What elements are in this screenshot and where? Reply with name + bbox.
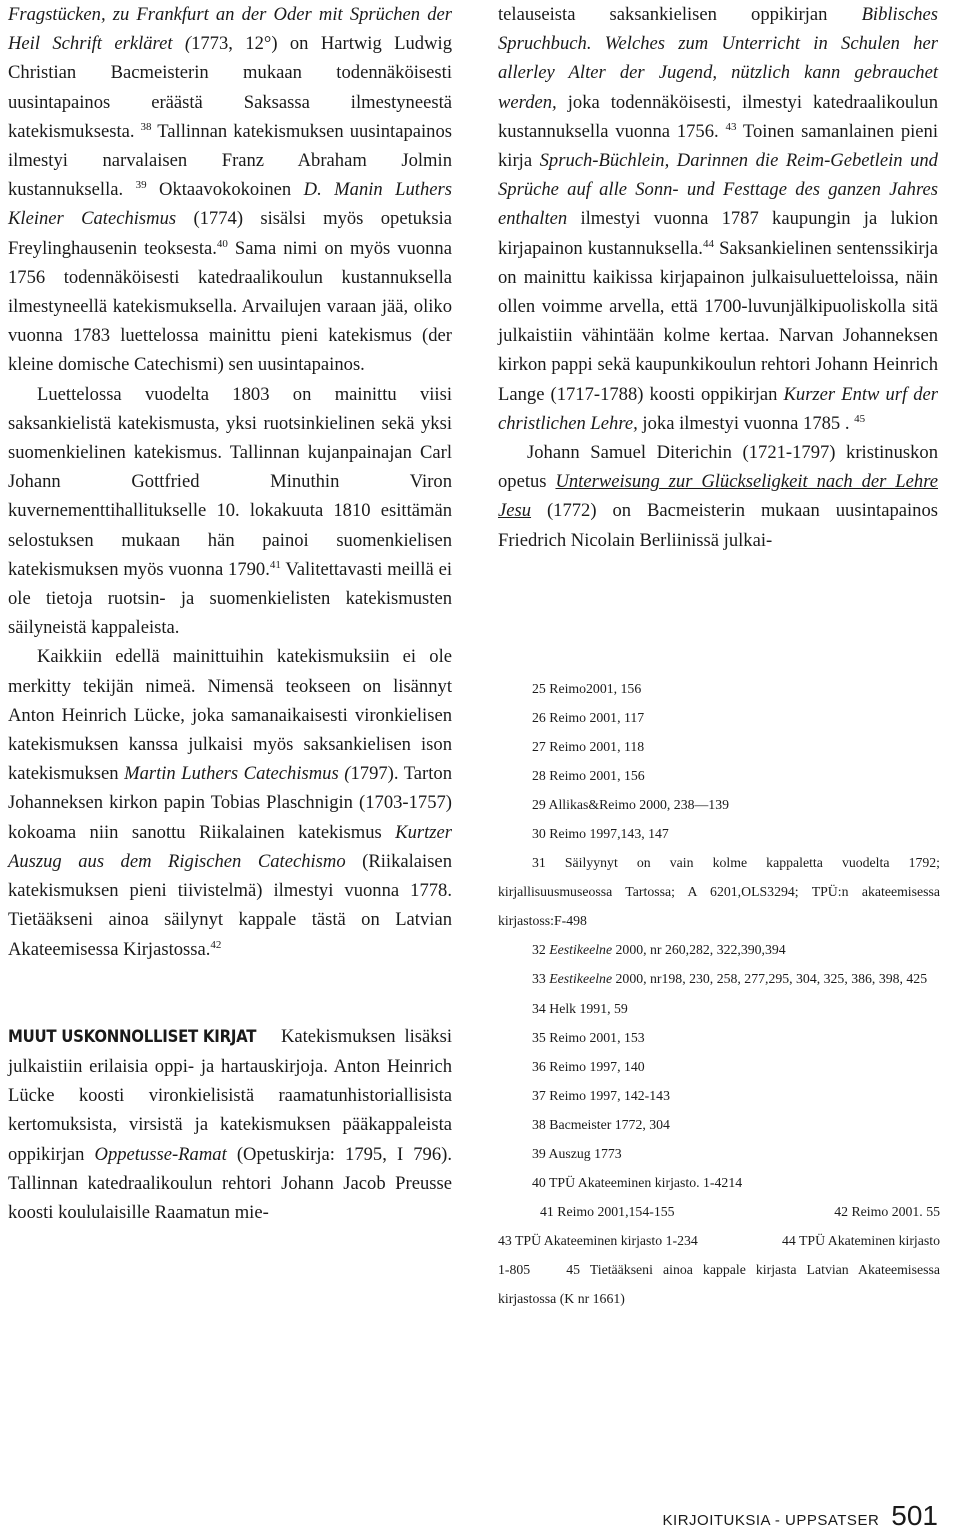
footnote-28: 28 Reimo 2001, 156 xyxy=(532,768,645,784)
footnote-ref-42: 42 xyxy=(210,938,222,951)
page-footer xyxy=(663,1500,938,1532)
running-footer-label: KIRJOITUKSIA - UPPSATSER xyxy=(662,1512,880,1529)
paragraph-6: Johann Samuel Diterichin (1721-1797) kristinuskon opetus Unterweisung zur Glückseligkeit nach der Lehre Jesu (1772) on Bacmeisterin mukaan uusintapainos Friedrich Nicolain Berliinissä julkai- xyxy=(498,442,938,551)
right-column xyxy=(498,0,938,555)
footnote-44: 44 TPÜ Akateminen kirjasto xyxy=(781,1232,940,1248)
book-title: Fragstücken, zu Frankfurt an der Oder mit Sprüchen der Heil Schrift erkläret ( xyxy=(8,4,452,55)
footnote-row-44-45: 1-805 45 Tietääkseni ainoa kappale kirjasta Latvian Akateemisessa kirjastossa (K nr 1661) xyxy=(498,1261,940,1306)
footnote-41: 41 Reimo 2001,154-155 xyxy=(540,1203,675,1219)
footnote-row-41-42 xyxy=(498,1197,940,1226)
paragraph-1: Fragstücken, zu Frankfurt an der Oder mit Sprüchen der Heil Schrift erkläret (1773, 12°) on Hartwig Ludwig Christian Bacmeisterin mukaan todennäköisesti uusintapainos eräästä Saksassa ilmestyneestä katekismuksesta. $^{38}$ Tallinnan katekismuksen uusintapainos ilmestyi narvalaisen Franz Abraham Jolmin kustannuksella. $^{39}$ Oktaavokokoinen D. Manin Luthers Kleiner Catechismus (1774) sisälsi myös opetuksia Freylinghausenin teoksesta.$^{40}$ Sama nimi on myös vuonna 1756 todennäköisesti katedraalikoulun kustannuksella ilmestyneellä katekismuksella. Arvailujen varaan jää, oliko vuonna 1783 luettelossa mainittu pieni katekismus (der kleine domische Catechismi) sen uusintapainos. xyxy=(8,4,452,376)
footnote-ref-40: 40 xyxy=(216,237,228,250)
footnote-36: 36 Reimo 1997, 140 xyxy=(532,1058,645,1074)
footnote-ref-45: 45 xyxy=(854,412,866,425)
footnotes-list xyxy=(498,674,940,1313)
footnote-26: 26 Reimo 2001, 117 xyxy=(532,710,645,726)
book-title-underlined: Unterweisung zur Glückseligkeit nach der Lehre Jesu xyxy=(498,471,938,522)
footnote-29: 29 Allikas&Reimo 2000, 238—139 xyxy=(532,797,729,813)
footnote-27: 27 Reimo 2001, 118 xyxy=(532,739,645,755)
footnote-25: 25 Reimo2001, 156 xyxy=(532,681,642,696)
footnote-43: 43 TPÜ Akateeminen kirjasto 1-234 xyxy=(498,1232,698,1248)
footnote-45: 45 Tietääkseni ainoa kappale kirjasta Latvian Akateemisessa kirjastossa (K nr 1661) xyxy=(498,1261,940,1306)
footnote-ref-41: 41 xyxy=(269,558,281,571)
footnote-32: 32 Eestikeelne 2000, nr 260,282, 322,390,394 xyxy=(532,942,786,958)
footnote-37: 37 Reimo 1997, 142-143 xyxy=(532,1087,670,1103)
book-title: Martin Luthers Catechismus ( xyxy=(124,763,351,785)
footnote-39: 39 Auszug 1773 xyxy=(532,1145,622,1161)
footnote-ref-44: 44 xyxy=(702,237,714,250)
book-title: Oppetusse-Ramat xyxy=(94,1143,227,1165)
book-title: Kurtzer Auszug aus dem Rigischen Catechismo xyxy=(8,821,452,872)
footnote-33: 33 Eestikeelne 2000, nr198, 230, 258, 277,295, 304, 325, 386, 398, 425 xyxy=(532,971,928,987)
footnote-34: 34 Helk 1991, 59 xyxy=(532,1000,628,1016)
book-title: D. Manin Luthers Kleiner Catechismus xyxy=(8,179,452,230)
footnote-42: 42 Reimo 2001. 55 xyxy=(834,1203,940,1219)
left-body-text xyxy=(8,0,452,1227)
footnote-ref-39: 39 xyxy=(135,179,147,192)
section-heading: MUUT USKONNOLLISET KIRJAT xyxy=(8,1026,257,1047)
left-column xyxy=(8,0,452,1227)
right-body-text xyxy=(498,0,938,555)
book-title: Biblisches Spruchbuch. Welches zum Unterricht in Schulen her allerley Alter der Jugend, nützlich kann gebrauchet werden, xyxy=(498,4,938,113)
footnote-38: 38 Bacmeister 1772, 304 xyxy=(532,1116,670,1132)
book-title: Kurzer Entw urf der christlichen Lehre, xyxy=(498,383,939,434)
page-number: 501 xyxy=(891,1500,938,1531)
paragraph-3: Kaikkiin edellä mainittuihin katekismuksiin ei ole merkitty tekijän nimeä. Nimensä teokseen on lisännyt Anton Heinrich Lücke, joka samanaikaisesti vironkielisen katekismuksen kanssa julkaisi myös saksankielisen ison katekismuksen Martin Luthers Catechismus (1797). Tarton Johanneksen kirkon papin Tobias Plaschnigin (1703-1757) kokoama niin sanottu Riikalainen katekismus Kurtzer Auszug aus dem Rigischen Catechismo (Riikalaisen katekismuksen pieni tiivistelmä) ilmestyi vuonna 1778. Tietääkseni ainoa säilynyt kappale tästä on Latvian Akateemisessa Kirjastossa.$^{42}$ xyxy=(8,646,452,960)
footnote-30: 30 Reimo 1997,143, 147 xyxy=(532,826,669,842)
book-title: Spruch-Büchlein, Darinnen die Reim-Gebetlein und Sprüche auf alle Sonn- und Festtage des ganzen Jahres enthalten xyxy=(498,150,938,230)
footnote-35: 35 Reimo 2001, 153 xyxy=(532,1029,645,1045)
paragraph-5: telauseista saksankielisen oppikirjan Biblisches Spruchbuch. Welches zum Unterricht in Schulen her allerley Alter der Jugend, nützlich kann gebrauchet werden, joka todennäköisesti, ilmestyi katedraalikoulun kustannuksella vuonna 1756. $^{43}$ Toinen samanlainen pieni kirja Spruch-Büchlein, Darinnen die Reim-Gebetlein und Sprüche auf alle Sonn- und Festtage des ganzen Jahres enthalten ilmestyi vuonna 1787 kaupungin ja lukion kirjapainon kustannuksella.$^{44}$ Saksankielinen sentenssikirja on mainittu kaikissa kirjapainon julkaisuluetteloissa, näin ollen voimme arvella, että 1700-luvunjälkipuoliskolla sitä julkaistiin vähintään kolme kertaa. Narvan Johanneksen kirkon pappi sekä kaupunkikoulun rehtori Johann Heinrich Lange (1717-1788) koosti oppikirjan Kurzer Entw urf der christlichen Lehre, joka ilmestyi vuonna 1785 . $^{45}$ xyxy=(498,4,939,434)
footnote-ref-43: 43 xyxy=(725,120,737,133)
footnote-40: 40 TPÜ Akateeminen kirjasto. 1-4214 xyxy=(532,1174,743,1190)
paragraph-4: MUUT USKONNOLLISET KIRJAT Katekismuksen lisäksi julkaistiin erilaisia oppi- ja hartauskirjoja. Anton Heinrich Lücke koosti vironkielisistä raamatunhistoriallisista kertomuksista, virsistä ja katekismuksen pääkappaleista oppikirjan Oppetusse-Ramat (Opetuskirja: 1795, I 796). Tallinnan katedraalikoulun rehtori Johann Jacob Preusse koosti koululaisille Raamatun mie- xyxy=(8,1022,452,1227)
paragraph-2: Luettelossa vuodelta 1803 on mainittu viisi saksankielistä katekismusta, yksi ruotsinkielinen sekä yksi suomenkielinen katekismus. Tallinnan kujanpainajan Carl Johann Gottfried Minuthin Viron kuvernementtihallitukselle 10. lokakuuta 1810 esittämän selostuksen mukaan hän painoi suomenkielisen katekismuksen myös vuonna 1790.41 Valitettavasti meillä ei ole tietoja ruotsin- ja suomenkielisten katekismusten säilyneistä kappaleista. xyxy=(8,383,452,639)
footnote-ref-38: 38 xyxy=(140,120,152,133)
footnote-row-43-44 xyxy=(498,1226,940,1255)
footnote-31: 31 Säilyynyt on vain kolme kappaletta vuodelta 1792; kirjallisuusmuseossa Tartossa; A 6201,OLS3294; TPÜ:n akateemisessa kirjastoss:F-498 xyxy=(498,855,940,929)
